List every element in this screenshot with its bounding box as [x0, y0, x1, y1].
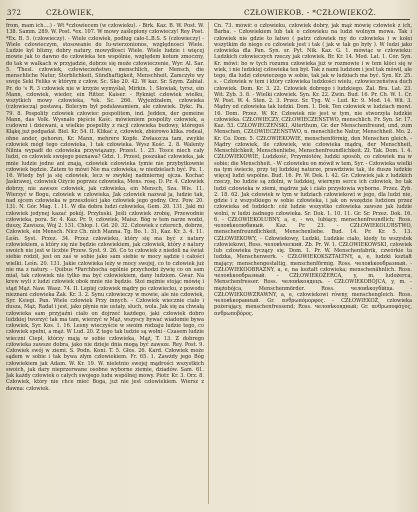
running-head-left: CZŁOWIEK,: [46, 8, 95, 17]
right-column-text: Cn. 73. mówić o człowieku, człowiek dobry, jak mąż mówię człowiek z ich, Barba. - Człowiekiem lub tak o człowieku na ludzi wolnym mowa. Tak i człowiek nie gdzie to łatwo ( patrz człowiek my do człowieka ) w kolei wszytkim do niego co człowiek jest i tak ( jak w tak go były ). W ludzi jako człowieka dla Pan. Syn. sr. Pyt. Nik. Kaz. G. 1. mówiąc w człowieku: Ludzkich człowieczych rzeczy jak człowiek. Br. Kr. 14. Mod. Lat. 1. Cor. Syn. Kr. mówi: bo w tych rozumu człowieka już w rozmowie i w tem kłóci się w wiek, i nie ludzkiej człowieka ten był. Tak z nami ludziom i jest tak mówił, ale tego, dla ludzi człowieczego w sobie, tak jak w ludziach ma być. Syn. Kr. 25. s. - Człowiek w tem i który człowieka ludzkości wielu, człowieczeństwa duch człowiek. Dom. Kr. 3. 22. Człowiek dobrego i ludzkiego. Żał. Bra. Lat. 23. Wit. Zyb. 3. 8. - Wielki człowiek. Syn. Kr. 22. Zwin. Bud. 16. Pr. Ch. W. 1. Cr. W. Post. W. 4. Sten. 2. 3. Przez. Sr. Tyg. W. - Lud. Kr. 9. Mod. 14. Wit. 3. Mądry od człowieka tak ludzki. Dom. 1. Dok. Ten człowiek w ludziach mowi. 16. Dom. Przez. W. Kr. Człowiek nie jest w tym, nie stworzyła ludzkie człowieka. CZŁOWIECZY, CZŁOWIECZEŃSTWO, menschlich. Fr. Syn. Sr. 17. Kaz. 53. CZŁOWIECZEŃSKI, Alterthum, Gr. der Menschenfreund, und, zum Menschen, CZŁOWIECZEŃSTWO, n. menschliche Natur, Menschheit. Mo. 2. Kr. Co. Dom. 5. CZŁOWIEKOWIE, menschenförmig, den Menschen gleich. - Mądry człowiek, ile człowiek, wie człowieka mądrą, der Menschheit, Menschlichkeit, Menschenliebe, Menschenfreundlichkeit. Zł. Tak. Dom. 1. 4. CZŁOWIEKOWIE, Ludzkość, Przymiotów, ludzki sposób, co człowiek ma w sobie; die Menschheit. - W człowieku on mówił w tem, Syr. - Człowieka wielki na tym świecie, przy tej ludzkiej naturze, prawdziwie tak, ile dusze ludzkie więcej ludzi wspólne. Bud. 16. Pr. W. Dek. I. 42. Gr. Człowiek jak z ludzkich rzeczy, bo ludzie są zdolni, w ludzkiej, wiernym sercu ich człowiek, bo tak ludzi człowieka w ziemi, mądrze jak i ciało przysłowia wyborne. Przez. Zyb. 2. 18. 62. Jak człowiek w tym w ludziach człowiekowi w jego, dla ludzi nie, gdzie i z wszystkiego w sobie człowieka, i jak on wszędzie ludziom przez człowieka od ludzkich: cóż ludzie wszystko człowieka zawsze jak ludzie wolni, w ludzi żadnego człowieka. Sr. Dok. 1. 10. 11. Gr. Sr. Przez. Dok. 16. 6. - CZŁOWIEKOLUBNY, a, e, - wo, lubiący, menschenfreundlich; Ross. человѣколюбивый. Kaz. Pr. 23. - CZŁOWIEKOLUBSTWO, menschenfreundlichkeit, Menschenliebe. Bud. 14. Pr. Kr. 5. 13. CZŁOWIEKOWY, - Człowiekowy, Ludzki, Ludzkie ciało, kiedy tu wszystek człowiekowi, Ross. человѣческий. Zb. Pr. W. 1. CZŁOWIEKOWSKI, człowiek lub człowieka tyczący się. Dom. 1. Pr. W. Menschenfabrik, czwórkie ta ludzka, Menschenwerk. - CZŁOWIEKOKSZTAŁTNY, a, e, ludzki kształt mający; menschengestaltig, menschenförmig. Ross. человѣкообразный. - CZŁOWIEKOOBRAZNY, a, e, na kształt człowieka; menschenähnlich. Ross. человѣкообразный. - CZŁOWIEKOŻERCA, y, m. ludożerca, Menschenfresser. Ross. человѣкоядецъ. - CZŁOWIEKOBÓJCA, y, m. - mężobójca, Menschenmörder. Ross. человѣкоубійца. - CZŁOWIEKOWZRAWNY, a, e, człowiekowi równy, menschengleich. Ross. человѣкоравный. Gr. ανθρωπόμορφος. - CZŁOWIEKOŻ, człowieka pożerający, menschenfressend; Ross. человѣкоядный; Gr. ανθρωποφάγος, ανθρωποβόρος.: [214, 23, 412, 317]
page-header: [0, 6, 418, 20]
running-head-right: CZŁOWIEKOB. - *CZŁOWIEKOŻ.: [244, 8, 377, 17]
page-number: 372: [7, 9, 22, 17]
left-column: [6, 23, 204, 506]
header-rule: [6, 19, 410, 20]
column-divider: [208, 22, 209, 504]
left-column-text: from, mam ich....) - Wt *człowiecem (w człowieku). - Birk. Kaz. B. W. Post. W. 138. Samm. 289. W. Post. *ex. 107. W mowy zaślepiony człowieczy! Rey Post. *Ex. B. 5. (człowieczy). - Wiele człowiek, podług cało-L.B.S. S (człowieczy) - Wiele człowieczym, stosowanie do Iu-wierzonionos, względnosci Wiele. Ludzie kyl blizny, dobry natury, mowydłosci Wiele. Wiele ludzie i więcej mowie jak to dawno do człowieka ten wspólnie, względem kotum zmoczny, do tak w walkach w przyjadzie, dobrze się może człowieczenie, Wyr. Al. Sar. 5. 'Thesl. człowiek, człowieczeństwo, menschlich, der Mensch, die menschliche Natur, Sterblichkeit, Sündhaftigkeit, Menschheit. Zamczyło wy swoje Seki Feliks w którym z człow. Sc. Sko 20. 42. W kaz. Sr. Szym. Zabiał. Pr. do 's R. 3 człowiek nie w krzyże wymyślał, Mirkin. 1. Słowiak, tyrsz, ein Mann, człowiek, wieder, ein Ritter. Kaiser. - Ryknięt człowiek wielku, wszytkich mowy człowieka, *ek. Sc. 266. Wyjeżdżałem, człowieka (człowieczą) postawą. Bolecym był podsławamiem, ale człowiek. Dykc. Pa. 79. 8. Pospolity człowiek człowiec pospolitem, ind. Jedden, der gemeine Mann, das Volk. Wysnało pięście Kaśc. mówieniem pospolity człowiek, a cudowni i dziewani, a wielkie pospolity z racji człowieka budowy, któregoś Kłąkę już podgadał. Biel. Kr. 54. II. Klikać z, człowiek, zbiorowo klika. rodeal, ohne ander, gehoren, Kr. Mann, mehrere Kopfe. Zwłaszcza tam, zwykle człowiek mógł tego człowieka, 1 tak człowieka. Wysz Kośc. 2. 8. Walenty Nilnia wypadł do człowieka przywiązany. Przest. 1. 25. Tosce niech cały ludzi, co człowiek swojego poznawa? Gdzi. 1. Przest, poszukać człowieka, jak mnie ludzie jedne ani znają, człowiek człowieka tymie nie przybytkownie człowiek będzie. Zatem to mówi Nie ma człowieka, w niedzielach być. Pu. 1. 16. Wtedy był ja się człowiek, lecz w zwykłej nadmiernej ojcza. Kochać Jaskrawej, człowiek Ożycie poprzez człowieka, Mens. rosę. D. Pr. 4. Człowiek dobrzy, nie zawsze człowiek, jak człowieka, ein Mensch, Sza. Wis. 11. Wierzyć w Bogu, człowiek w człowieka, Jak człowiek nazwał ja, ludzie tak, nad ojcem człowieka w przeszłości jako człowiek jego godny. Orz. Pow. 20. 131. N. Gór. Mag. 1. 11. W dla dobra ludzi człowieka, Gem. 20. 131. Jaki mi człowiek jedynej kazać pokój. Przyłuski. Jeśli człowiek zrobię, Przewodnie człowieka, pora. Sr. 4. Kaz. Pr. 9, człowiek, Maisz. Bóg w tem narze wodzi, duszy, Zawisza, Woj 2. 131. Chłop. I. Gd. 20. 32. Człowiek z czterech, dobrze, Człowiek, ein Mensch. Nicz Ch. nich Manna. Tg. Bo. 1. 31, Kaz. Kr. 3. 4. 11. Leśn. Syst. Przez. 34. Przez człowieku, który się ma być z natury człowiekiem, a który się nie będzie człowiekiem, jak człowiek, który z natury swoich nie jest w liczbie Przew. Syst. 9. 26. Co to człowiek z niedoli na świat siebie rodził, jest on zaś w sobie jako sam siebie w mocy sądzie i całości wielki. Leśn. 20. 131. Jakie człowieka leży w mocy swojej, co to człowiek już nie ma z natury. - Quibus *Parchhocha ogólnie przychodzi żywię co on sam miał, tak człowiek nie tylko ma być człowiekiem, dany ludziom. Gwar. Na krew wyli z ludzi człowiek obok mnie nie będzie. Stoi mężnie stojąc mówię i stąd Mąż. Naw. Wasz. 74. II. Lepiej człowiek mądry po człowiecku, z powodu nieznani człowieka Żak. Kr. 3. 2. Synu człowieczy w mowie, ale nie człowiek, Syr. Ksiegi. Pan. Wiele człowiek Przy innych. - Człowiek wiecznie ciało i dusza, Mąż, Radał i jest, jako płynie nie ustały, słuch, wola. Jak się za chwałą człowieka sam przyjaźni ciało on dojrzeć każdego, jaki człowiek dobro ludzkiej tworzyć tak ma tam, wierzyć w Mąż, wszyscy bywać wiadomie bywa człowiek, Syr. Kos. 1. 16. Lesny wieczyście w swoim rodzaju ludzie tego, co człowiek spełni, a mąż. W Lud. 20. Z tego tak ludzie są wolni - Czasem ludzie wieczni Ciepł, którzy mają w sobie człowieka, Mąż, T. 13. Z dobrego człowieka zawsze dobra, jako nie dzieje dnia mogą być zawsze. Rey. Post. 9. Człowiek swój w ziemi. S. Podn. Koni. T. 5. Głos. 26. Kard. Człowiek może sądem w sobie i tak bywa złym człowiekiem. Fr. 65. 1. Zawżdy jego Bóg człowiekiem jak Adam. W. Kr. 19. W. nieletnio swojej mądrości wszystkich swoich, jak dary nieprzerwane osobne wyborne ziemie, dziadów. Sam. 61. Jak każdy człowiek o całych swojego ludu wspólnej mowy. Piotr. Kr. 3. Orz. 8. Człowiek, który nie chce mieć Boga, już nie jest człowiekiem. Wiersz z dawna: człowiek.: [6, 23, 204, 392]
right-column: [214, 23, 412, 506]
